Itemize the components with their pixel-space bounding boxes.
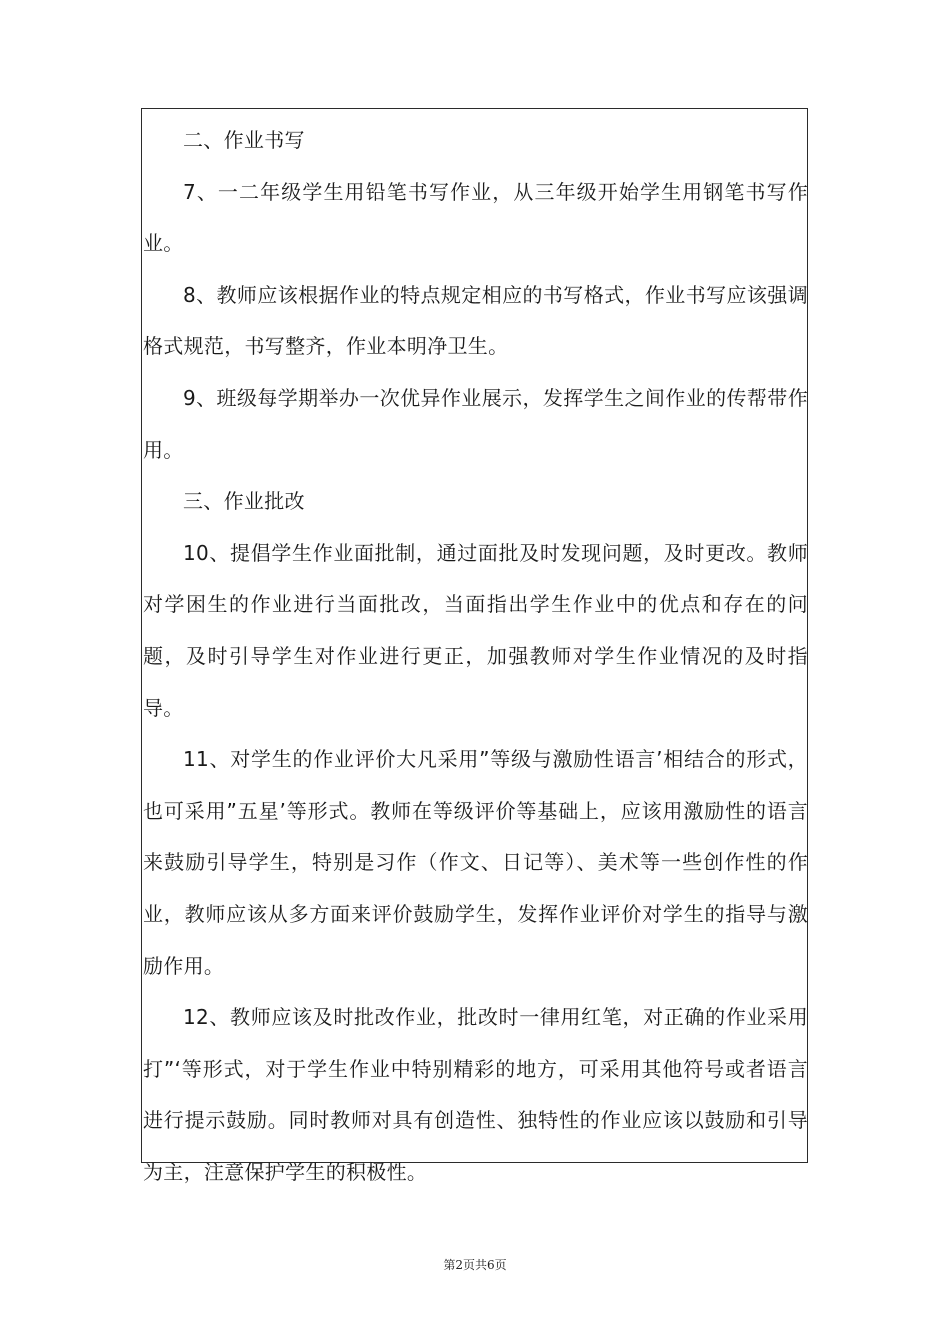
paragraph-item-11: 11、对学生的作业评价大凡采用”等级与激励性语言’相结合的形式，也可采用”五星’等形式。教师在等级评价等基础上，应该用激励性的语言来鼓励引导学生，特别是习作（作文、日记等）、美术等一些创作性的作业，教师应该从多方面来评价鼓励学生，发挥作业评价对学生的指导与激励作用。 xyxy=(143,747,808,978)
paragraph-item-10: 10、提倡学生作业面批制，通过面批及时发现问题，及时更改。教师对学困生的作业进行当面批改，当面指出学生作业中的优点和存在的问题，及时引导学生对作业进行更正，加强教师对学生作业情况的及时指导。 xyxy=(143,540,808,720)
paragraph-item-8: 8、教师应该根据作业的特点规定相应的书写格式，作业书写应该强调格式规范，书写整齐，作业本明净卫生。 xyxy=(143,282,808,359)
section-heading-homework-writing: 二、作业书写 xyxy=(183,128,305,152)
page-number: 第2页共6页 xyxy=(443,1258,507,1272)
paragraph-item-12: 12、教师应该及时批改作业，批改时一律用红笔，对正确的作业采用打”‘等形式，对于学生作业中特别精彩的地方，可采用其他符号或者语言进行提示鼓励。同时教师对具有创造性、独特性的作业应该以鼓励和引导为主，注意保护学生的积极性。 xyxy=(143,1005,808,1184)
section-heading-homework-grading: 三、作业批改 xyxy=(183,489,305,514)
document-body xyxy=(143,115,808,1198)
paragraph-item-9: 9、班级每学期举办一次优异作业展示，发挥学生之间作业的传帮带作用。 xyxy=(143,385,808,462)
paragraph-item-7: 7、一二年级学生用铅笔书写作业，从三年级开始学生用钢笔书写作业。 xyxy=(143,179,808,256)
